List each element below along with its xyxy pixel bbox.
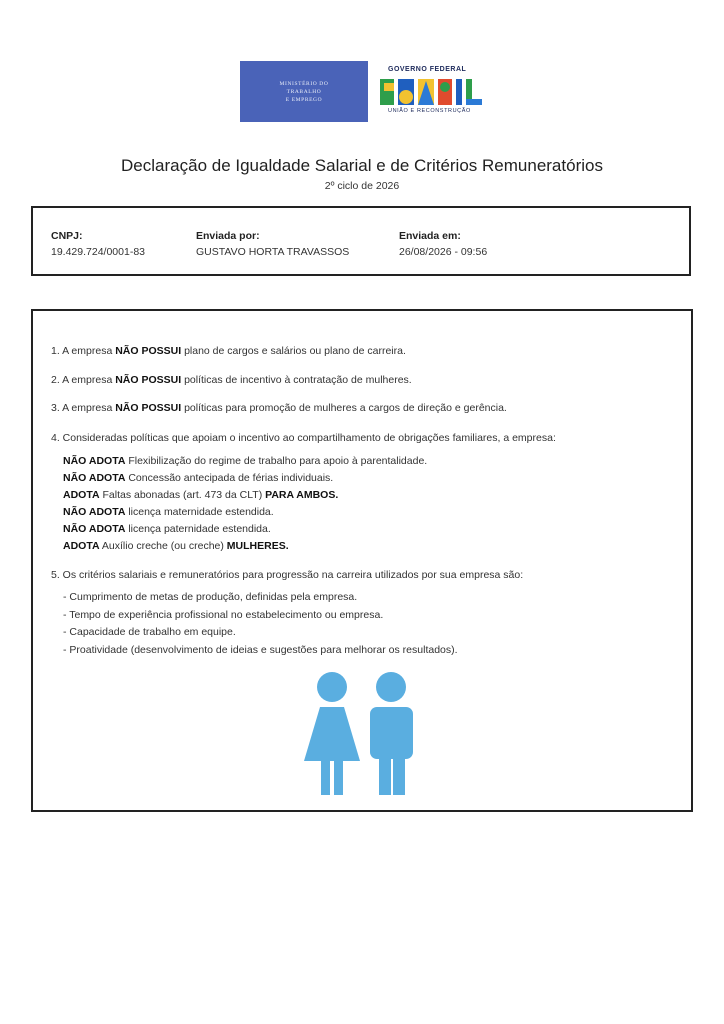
policy-status: ADOTA [63,489,100,501]
policy-status: NÃO ADOTA [63,472,126,484]
policy-status: NÃO ADOTA [63,506,126,518]
ministerio-logo [240,61,368,122]
document-title: Declaração de Igualdade Salarial e de Critérios Remuneratórios [121,156,603,175]
woman-man-icon [303,671,419,797]
sent-at-label: Enviada em: [399,230,461,242]
policy-text: Faltas abonadas (art. 473 da CLT) [99,489,266,501]
criteria-list [63,589,458,659]
policy-text: licença paternidade estendida. [125,523,271,535]
sent-by-label: Enviada por: [196,230,260,242]
item-1-status: NÃO POSSUI [115,345,182,357]
ministerio-line-2: TRABALHO [286,88,322,95]
policy-item [63,504,427,521]
item-3 [51,402,507,414]
sent-at-block [399,228,487,260]
policy-text: Concessão antecipada de férias individuais. [125,472,334,484]
item-2 [51,374,412,386]
cnpj-label: CNPJ: [51,230,83,242]
declaration-box [31,309,693,812]
criteria-item: - Proatividade (desenvolvimento de ideias e sugestões para melhorar os resultados). [63,643,458,656]
item-2-post: políticas de incentivo à contratação de mulheres. [181,374,412,386]
policy-text: Auxílio creche (ou creche) [99,540,227,552]
ministerio-line-1: MINISTÉRIO DO [279,80,329,87]
item-1-pre: 1. A empresa [51,345,116,357]
policy-item [63,487,427,504]
cnpj-block [51,228,145,260]
policy-item [63,538,427,555]
policy-item [63,470,427,487]
policy-suffix: MULHERES. [226,540,289,552]
item-3-post: políticas para promoção de mulheres a cargos de direção e gerência. [181,402,507,414]
governo-federal-logo [378,66,486,118]
policy-item [63,521,427,538]
sent-by-block [196,228,349,260]
policy-status: NÃO ADOTA [63,523,126,535]
sent-by-value: GUSTAVO HORTA TRAVASSOS [196,246,350,258]
gov-top-label: GOVERNO FEDERAL [388,66,467,73]
policy-suffix: PARA AMBOS. [265,489,339,501]
item-1 [51,345,406,357]
item-1-post: plano de cargos e salários ou plano de carreira. [181,345,406,357]
sent-at-value: 26/08/2026 - 09:56 [399,246,488,258]
ministerio-line-3: E EMPREGO [285,96,323,103]
criteria-item: - Cumprimento de metas de produção, definidas pela empresa. [63,591,358,603]
brasil-wordmark-icon [378,77,486,107]
policies-list [63,453,427,555]
policy-text: licença maternidade estendida. [125,506,274,518]
item-4: 4. Consideradas políticas que apoiam o incentivo ao compartilhamento de obrigações familiares, a empresa: [51,432,556,444]
gov-bottom-label: UNIÃO E RECONSTRUÇÃO [388,108,471,114]
item-3-pre: 3. A empresa [51,402,116,414]
document-subtitle: 2º ciclo de 2026 [324,180,400,192]
item-2-status: NÃO POSSUI [115,374,182,386]
submission-info-box [31,206,691,276]
policy-status: NÃO ADOTA [63,455,126,467]
item-5: 5. Os critérios salariais e remuneratórios para progressão na carreira utilizados por sua empresa são: [51,569,524,581]
policy-item [63,453,427,470]
policy-status: ADOTA [63,540,100,552]
policy-text: Flexibilização do regime de trabalho para apoio à parentalidade. [125,455,428,467]
cnpj-value: 19.429.724/0001-83 [51,246,146,258]
item-3-status: NÃO POSSUI [115,402,182,414]
item-2-pre: 2. A empresa [51,374,116,386]
criteria-item: - Tempo de experiência profissional no estabelecimento ou empresa. [63,608,384,621]
criteria-item: - Capacidade de trabalho em equipe. [63,626,236,638]
